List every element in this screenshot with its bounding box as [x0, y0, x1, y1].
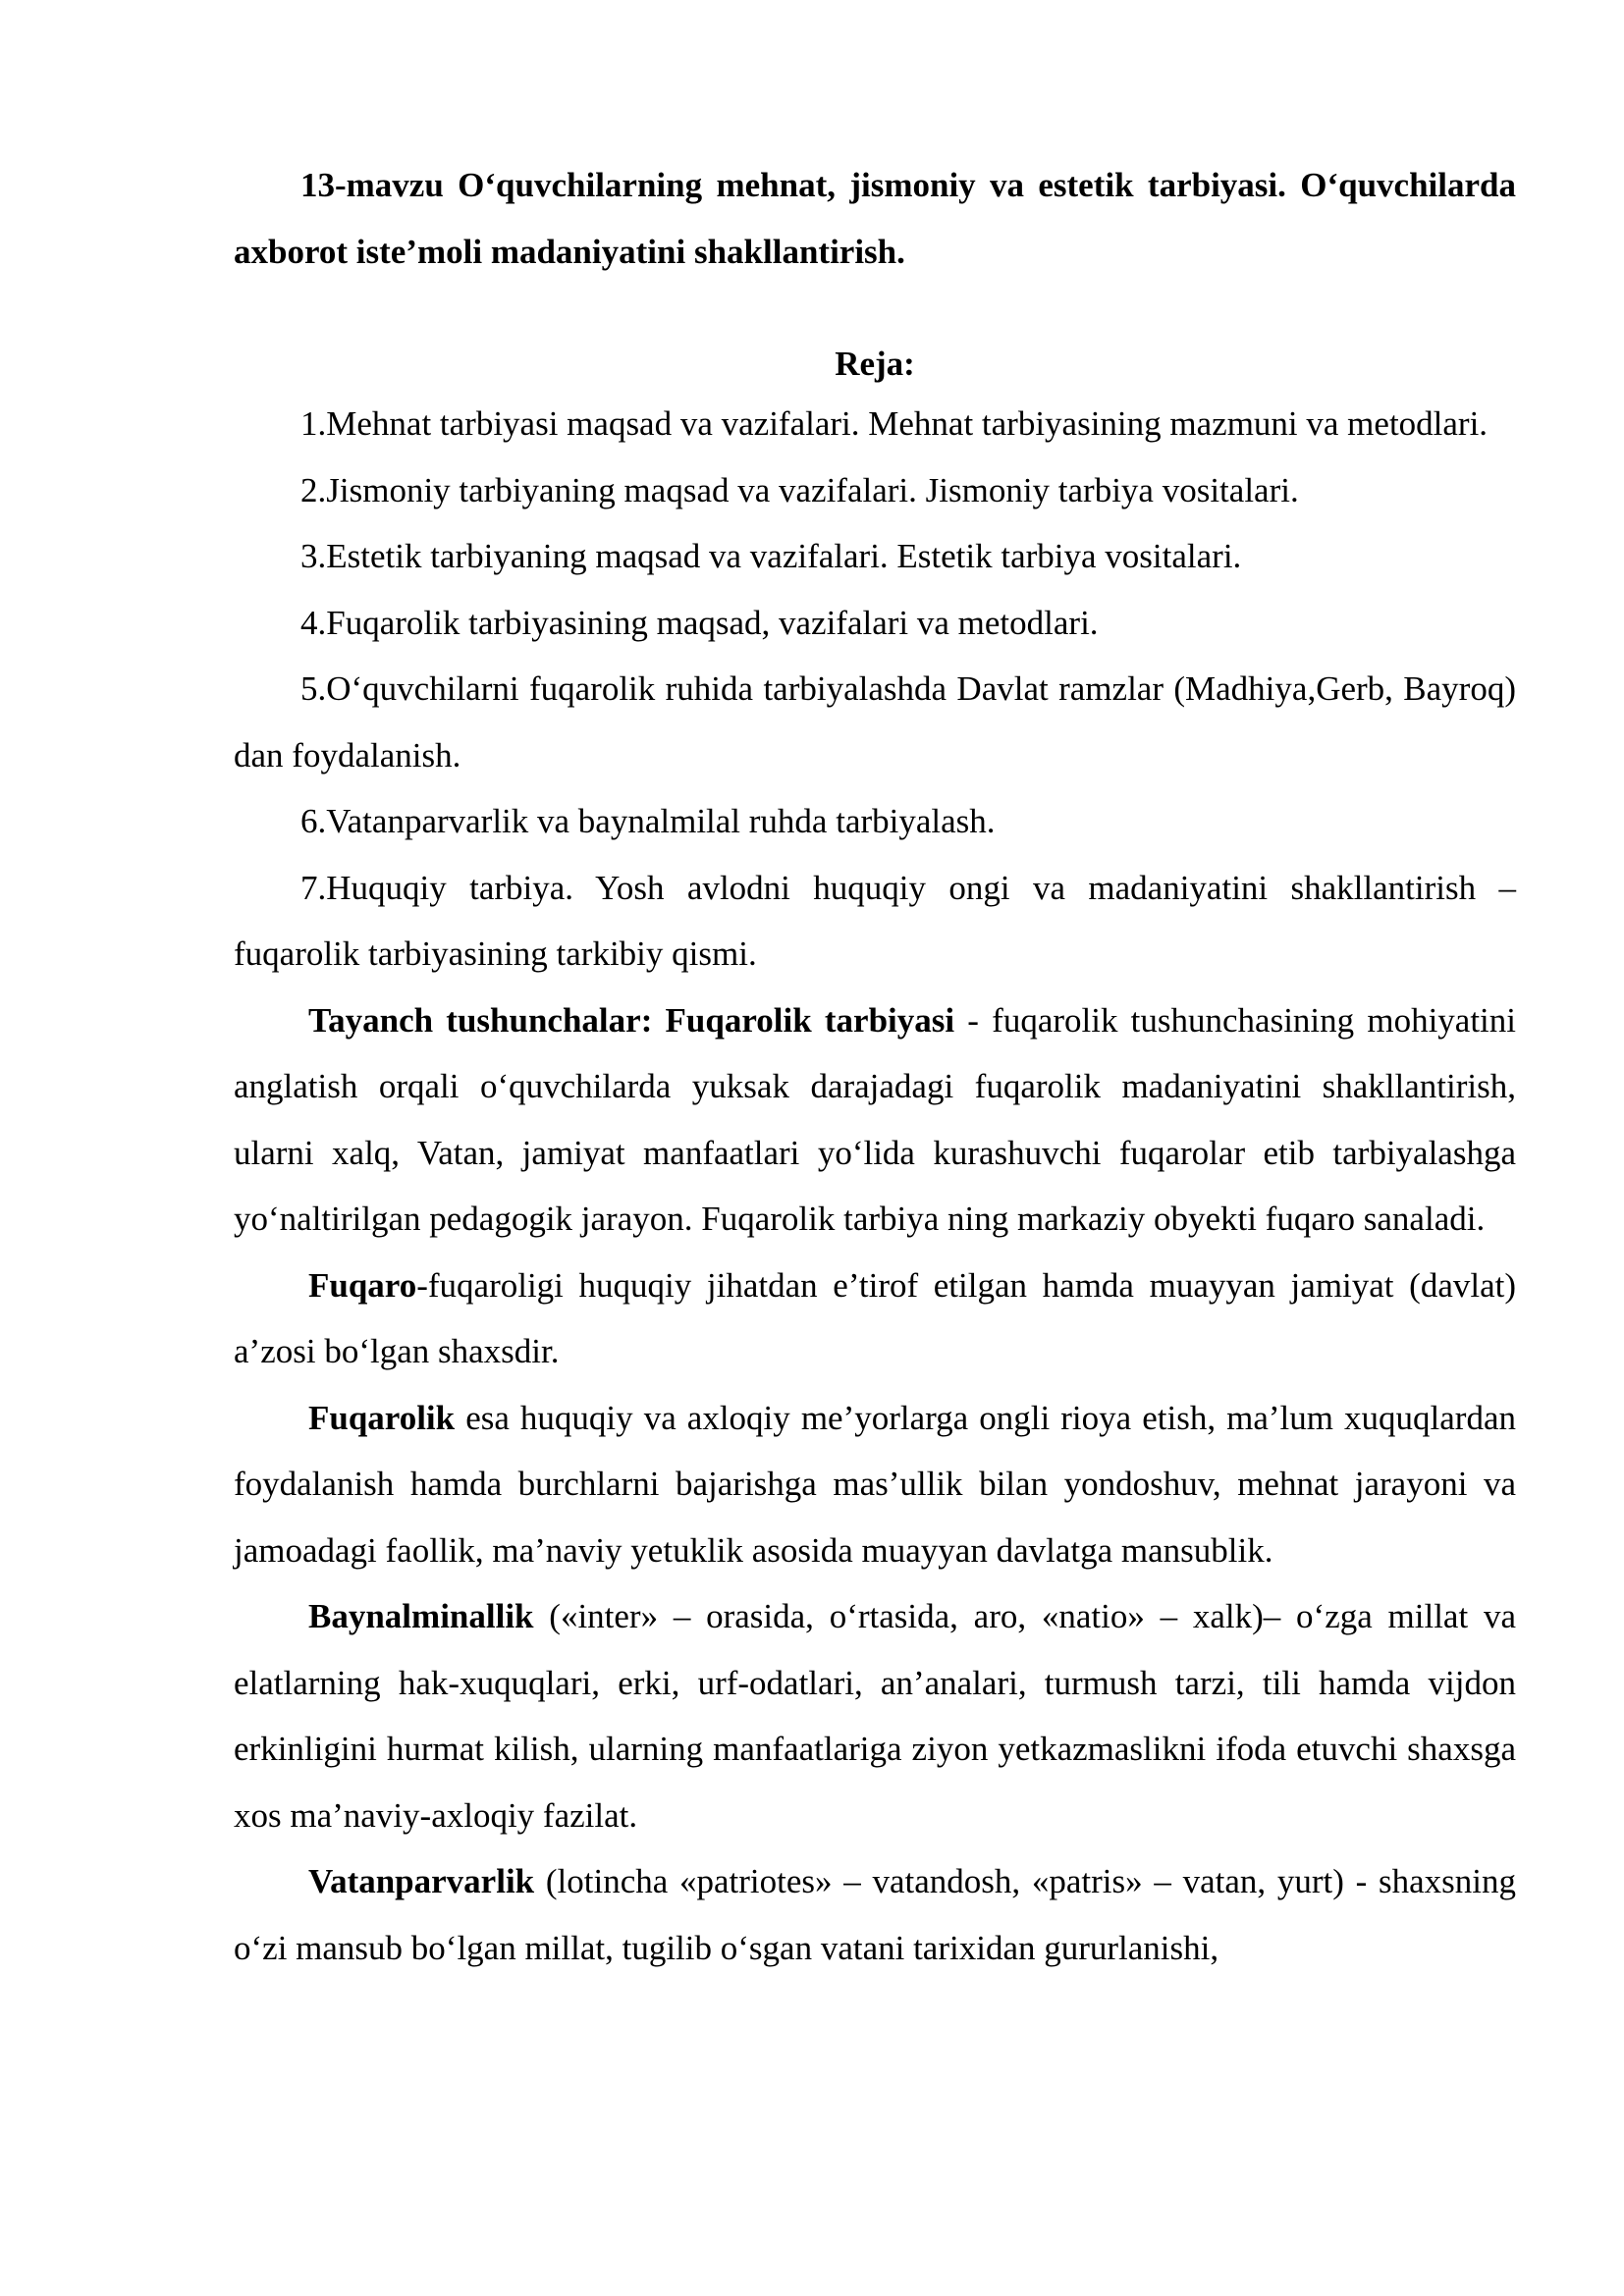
definition-text: esa huquqiy va axloqiy me’yorlarga ongli rioya etish, ma’lum xuquqlardan foydalanish hamda burchlarni bajarishga mas’ullik bilan yondoshuv, mehnat jarayoni va jamoadagi faollik, ma’naviy yetuklik asosida muayyan davlatga mansublik.	[234, 1398, 1516, 1570]
plan-item: 1.Mehnat tarbiyasi maqsad va vazifalari. Mehnat tarbiyasining mazmuni va metodlari.	[300, 404, 1489, 443]
definition-term: Fuqarolik	[308, 1398, 456, 1437]
plan-item: 6.Vatanparvarlik va baynalmilal ruhda tarbiyalash.	[300, 802, 996, 840]
definition-term: Baynalminallik	[308, 1597, 534, 1635]
definition-paragraph	[234, 988, 1516, 1253]
plan-item: 5.O‘quvchilarni fuqarolik ruhida tarbiyalashda Davlat ramzlar (Madhiya,Gerb, Bayroq) dan foydalanish.	[234, 669, 1516, 774]
plan-item: 7.Huquqiy tarbiya. Yosh avlodni huquqiy ongi va madaniyatini shakllantirish – fuqarolik tarbiyasining tarkibiy qismi.	[234, 868, 1516, 973]
definition-text: - fuqarolik tushunchasining mohiyatini anglatish orqali o‘quvchilarda yuksak darajadagi fuqarolik madaniyatini shakllantirish, ularni xalq, Vatan, jamiyat manfaatlari yo‘lida kurashuvchi fuqarolar etib tarbiyalashga yo‘naltirilgan pedagogik jarayon. Fuqarolik tarbiya ning markaziy obyekti fuqaro sanaladi.	[234, 1000, 1516, 1238]
plan-item: 3.Estetik tarbiyaning maqsad va vazifalari. Estetik tarbiya vositalari.	[300, 537, 1242, 575]
definition-paragraph	[234, 1253, 1516, 1385]
document-title: 13-mavzu O‘quvchilarning mehnat, jismoniy va estetik tarbiyasi. O‘quvchilarda axborot iste’moli madaniyatini shakllantirish.	[234, 166, 1516, 271]
definition-term: Tayanch tushunchalar: Fuqarolik tarbiyasi	[308, 1000, 955, 1040]
definition-text: -fuqaroligi huquqiy jihatdan e’tirof etilgan hamda muayyan jamiyat (davlat) a’zosi bo‘lgan shaxsdir.	[234, 1265, 1516, 1370]
definition-text: («inter» – orasida, o‘rtasida, aro, «natio» – xalk)– o‘zga millat va elatlarning hak-xuquqlari, erki, urf-odatlari, an’analari, turmush tarzi, tili hamda vijdon erkinligini hurmat kilish, ularning manfaatlariga ziyon yetkazmaslikni ifoda etuvchi shaxsga xos ma’naviy-axloqiy fazilat.	[234, 1597, 1516, 1835]
definitions	[234, 988, 1516, 1982]
definition-text: (lotincha «patriotes» – vatandosh, «patris» – vatan, yurt) - shaxsning o‘zi mansub bo‘lgan millat, tugilib o‘sgan vatani tarixidan gururlanishi,	[234, 1862, 1516, 1967]
definition-term: Vatanparvarlik	[308, 1862, 535, 1900]
definition-paragraph	[234, 1385, 1516, 1584]
plan-list	[234, 391, 1516, 988]
definition-term: Fuqaro	[308, 1265, 417, 1305]
definition-paragraph	[234, 1848, 1516, 1981]
plan-item: 2.Jismoniy tarbiyaning maqsad va vazifalari. Jismoniy tarbiya vositalari.	[300, 470, 1299, 509]
plan-item: 4.Fuqarolik tarbiyasining maqsad, vazifalari va metodlari.	[300, 603, 1099, 642]
plan-heading: Reja:	[835, 345, 915, 383]
document-page	[234, 152, 1516, 1981]
definition-paragraph	[234, 1583, 1516, 1848]
